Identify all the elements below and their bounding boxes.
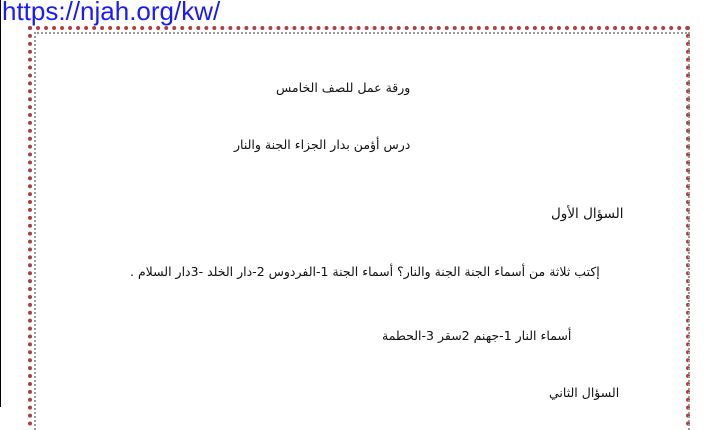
question-2-heading: السؤال الثاني <box>549 385 620 400</box>
worksheet-title: ورقة عمل للصف الخامس <box>276 80 411 95</box>
question-1-heading: السؤال الأول <box>551 206 624 222</box>
page-left-edge <box>0 0 1 407</box>
site-url-watermark: https://njah.org/kw/ <box>2 0 221 26</box>
question-1-text: إكتب ثلاثة من أسماء الجنة الجنة والنار؟ أسماء الجنة 1-الفردوس 2-دار الخلد -3دار السلام . <box>130 264 600 279</box>
lesson-title: درس أؤمن بدار الجزاء الجنة والنار <box>234 137 411 152</box>
fire-names-answer: أسماء النار 1-جهنم 2سقر 3-الحطمة <box>382 328 572 343</box>
